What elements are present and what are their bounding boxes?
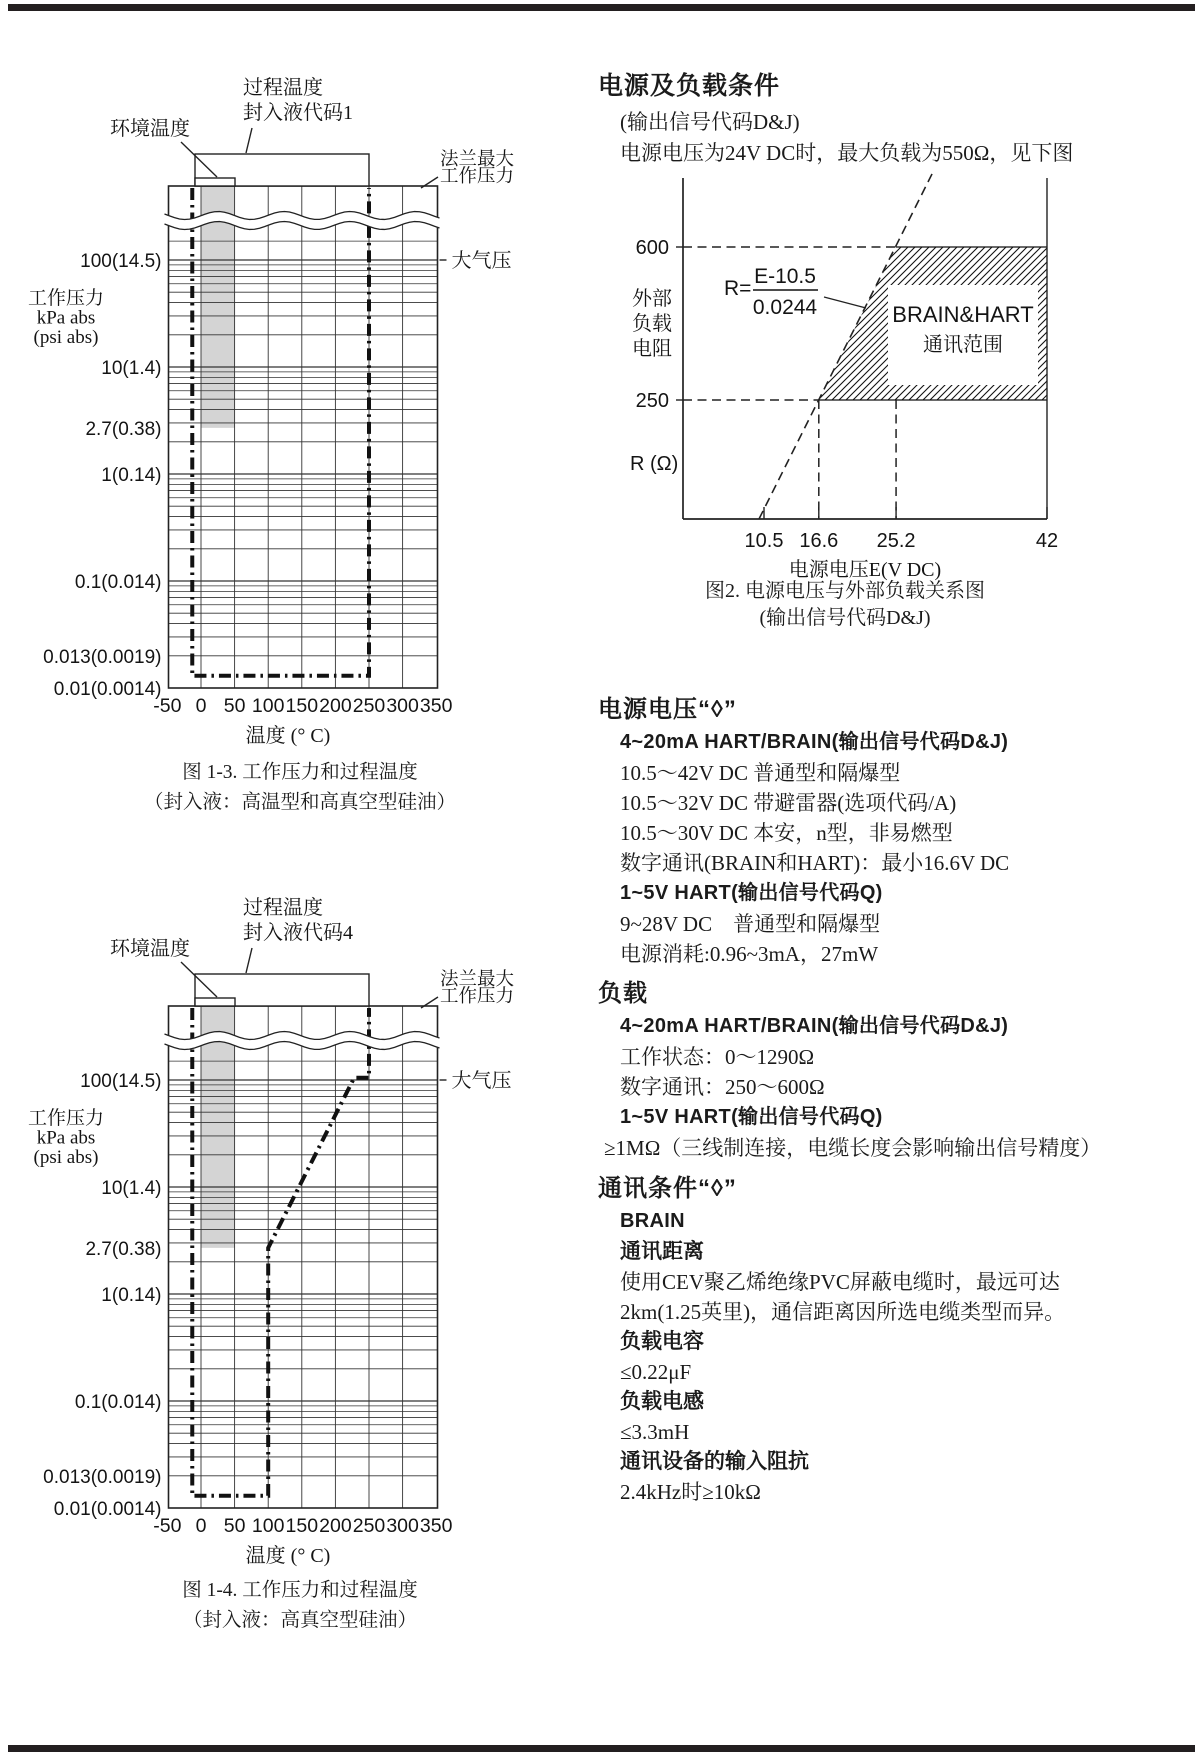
atmosphere-label: 大气压 [451,1070,512,1092]
atmosphere-label: 大气压 [451,250,512,272]
x-axis-title: 温度 (° C) [245,725,331,747]
y-axis-title: 外部 [632,288,672,310]
spec-line-gothic: 4~20mA HART/BRAIN(输出信号代码D&J) [620,731,1009,753]
y-axis-title: kPa abs [36,1127,96,1149]
spec-line-body: 电源消耗:0.96~3mA，27mW [620,942,879,966]
caption-line: （封入液：高真空型硅油） [182,1610,417,1631]
chart-shape [246,128,252,153]
caption-line: 图 1-4. 工作压力和过程温度 [182,1580,418,1601]
x-tick-label: 350 [419,695,453,717]
y-tick-label: 1(0.14) [101,1285,162,1306]
fig1-4-chart [0,880,560,1570]
x-tick-label: 200 [319,1515,352,1537]
spec-line-h2: 通讯设备的输入阻抗 [620,1450,809,1473]
x-tick-label: 300 [386,695,419,717]
x-tick-label: 350 [419,1515,453,1537]
formula: R= [724,277,752,300]
y-tick-label: 1(0.14) [101,465,162,486]
fig2-caption [610,578,1080,632]
fill-fluid-code-label: 封入液代码1 [243,102,353,124]
process-temp-label: 过程温度 [243,77,323,99]
spec-line-h1: 负载 [598,980,648,1007]
y-tick-label: 0.01(0.0014) [53,1499,162,1520]
spec-line-gothic: BRAIN [620,1210,685,1232]
y-tick-label: 100(14.5) [80,251,162,272]
y-tick-label: 2.7(0.38) [85,1238,162,1260]
fig2-chart [590,165,1200,585]
fig1-3-chart [0,60,560,750]
x-tick-label: 250 [352,695,386,717]
x-tick-label: 10.5 [744,530,784,552]
spec-line-h2: 负载电感 [620,1390,704,1413]
chart-shape [824,297,866,308]
x-tick-label: 0 [195,695,207,717]
ambient-temp-label: 环境温度 [110,118,190,140]
bottom-rule [8,1745,1195,1752]
y-tick-label: 0.1(0.014) [74,572,162,593]
spec-line-gothic: 1~5V HART(输出信号代码Q) [620,1106,883,1128]
spec-line-body: 10.5～42V DC 普通型和隔爆型 [620,761,901,785]
x-tick-label: 100 [251,1515,285,1537]
flange-max-label: 工作压力 [440,167,515,187]
spec-line-gothic: 1~5V HART(输出信号代码Q) [620,882,883,904]
x-tick-label: 100 [251,695,285,717]
spec-line-body: 使用CEV聚乙烯绝缘PVC屏蔽电缆时，最远可达 [620,1270,1060,1294]
section-intro [598,107,1073,169]
x-axis-title: 温度 (° C) [245,1545,331,1567]
power-load-heading-block [598,66,1073,169]
y-axis-unit: R (Ω) [630,453,679,475]
y-tick-label: 0.013(0.0019) [43,646,162,668]
y-axis-title: (psi abs) [33,1147,99,1168]
y-tick-label: 600 [635,237,669,260]
y-tick-label: 0.01(0.0014) [53,679,162,700]
spec-line-body: 2.4kHz时≥10kΩ [620,1480,761,1504]
fig1-3-caption [90,758,510,818]
specs-sections [598,695,1198,1507]
y-tick-label: 0.013(0.0019) [43,1466,162,1488]
section-title: 电源及负载条件 [598,72,781,100]
y-axis-title: 电阻 [632,338,672,360]
x-tick-label: 42 [1035,530,1059,552]
spec-line-body: ≤3.3mH [620,1420,690,1444]
y-tick-label: 10(1.4) [101,358,162,379]
spec-line-h1: 通讯条件“◊” [598,1175,737,1202]
y-tick-label: 250 [635,390,669,412]
y-tick-label: 2.7(0.38) [85,418,162,440]
y-axis-title: kPa abs [36,307,96,329]
flange-max-label: 法兰最大 [440,150,515,170]
spec-line-body: 10.5～32V DC 带避雷器(选项代码/A) [620,791,957,815]
spec-line-h1: 电源电压“◊” [598,696,737,723]
y-axis-title: (psi abs) [33,327,99,348]
caption-line: (输出信号代码D&J) [759,607,931,629]
x-axis-title: 电源电压E(V DC) [788,559,942,581]
x-tick-label: 50 [223,695,246,717]
x-tick-label: -50 [153,695,182,717]
chart-shape [195,998,235,1006]
y-tick-label: 100(14.5) [80,1071,162,1092]
y-tick-label: 10(1.4) [101,1178,162,1199]
y-axis-title: 负载 [632,313,672,335]
fig1-4-caption [90,1576,510,1636]
y-tick-label: 0.1(0.014) [74,1392,162,1413]
top-rule [8,4,1195,11]
chart-shape [195,178,235,186]
spec-line-body: 工作状态：0～1290Ω [620,1045,815,1069]
spec-line-h2: 负载电容 [620,1330,704,1353]
spec-line-body: ≤0.22μF [620,1360,692,1384]
x-tick-label: 16.6 [799,530,839,552]
x-tick-label: 200 [319,695,352,717]
x-tick-label: 25.2 [876,530,916,552]
formula: E-10.5 [754,265,816,288]
caption-line: （封入液：高温型和高真空型硅油） [143,792,456,813]
spec-line-body: 9~28V DC 普通型和隔爆型 [620,912,881,936]
spec-line-h2: 通讯距离 [620,1240,704,1263]
caption-line: 图 1-3. 工作压力和过程温度 [182,762,418,783]
x-tick-label: 300 [386,1515,419,1537]
spec-line-body: 数字通讯：250～600Ω [620,1075,825,1099]
region-label: 通讯范围 [923,334,1003,356]
spec-line-gothic: 4~20mA HART/BRAIN(输出信号代码D&J) [620,1015,1009,1037]
ambient-temp-label: 环境温度 [110,938,190,960]
spec-line-body: 2km(1.25英里)，通信距离因所选电缆类型而异。 [620,1300,1066,1324]
y-axis-title: 工作压力 [27,288,105,309]
x-tick-label: 250 [352,1515,386,1537]
spec-line-body: 10.5～30V DC 本安，n型，非易燃型 [620,821,953,845]
x-tick-label: 0 [195,1515,207,1537]
x-tick-label: 150 [285,1515,319,1537]
region-label: BRAIN&HART [892,302,1034,327]
flange-max-label: 工作压力 [440,987,515,1007]
flange-max-label: 法兰最大 [440,970,515,990]
spec-line-body2: ≥1MΩ（三线制连接，电缆长度会影响输出信号精度） [604,1136,1102,1160]
spec-line-body: 数字通讯(BRAIN和HART)：最小16.6V DC [620,851,1010,875]
intro-line: (输出信号代码D&J) [620,110,800,134]
x-tick-label: -50 [153,1515,182,1537]
process-temp-label: 过程温度 [243,897,323,919]
x-tick-label: 150 [285,695,319,717]
caption-line: 图2. 电源电压与外部负载关系图 [705,580,985,602]
x-tick-label: 50 [223,1515,246,1537]
fill-fluid-code-label: 封入液代码4 [243,922,353,944]
chart-shape [246,948,252,973]
formula: 0.0244 [752,296,818,319]
intro-line: 电源电压为24V DC时，最大负载为550Ω，见下图 [620,141,1074,165]
y-axis-title: 工作压力 [27,1108,105,1129]
